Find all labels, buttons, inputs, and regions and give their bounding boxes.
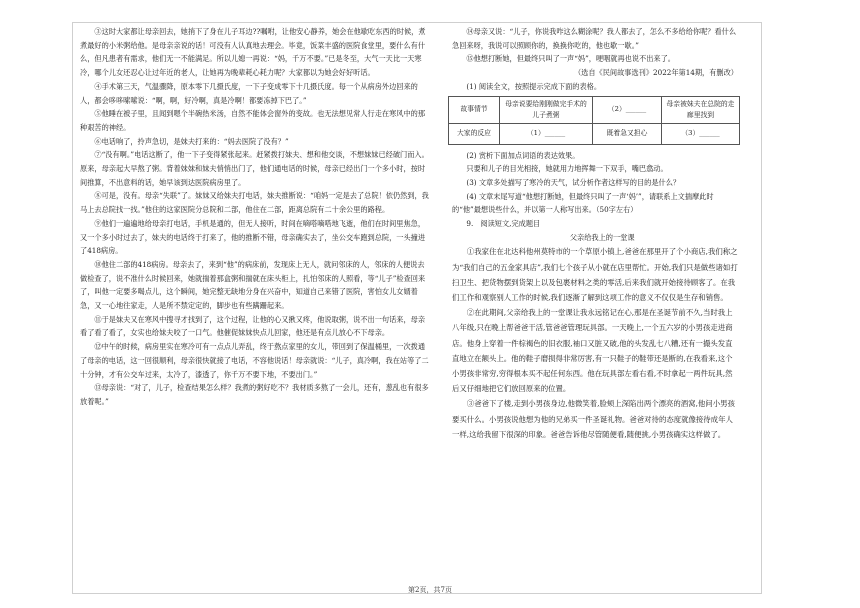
source-citation: （选自《民间故事选刊》2022年第14期，有删改） [573, 68, 738, 78]
left-column [80, 25, 431, 409]
table-cell: （2）______ [593, 96, 662, 123]
table-cell: 母亲被妹夫在总院的走廊里找到 [662, 96, 740, 123]
story-paragraph-2: ②在此期间,父亲给我上的一堂课让我永远铭记在心,那是在圣诞节前不久,当时我上八年级,只在晚上帮爸爸干活,管爸爸管理玩具部。一天晚上,一个五六岁的小男孩走进商店。他身上穿着一件棕褐色的旧衣服,袖口又脏又破,他的头发乱七八糟,还有一撮头发直直地立在额头上。他的鞋子磨损得非常厉害,有一只鞋子的鞋带还是断的,在我看来,这个小男孩非常穷,穷得根本买不起任何东西。他在玩具部左看右看,不时拿起一两件玩具,然后又仔细地把它们放回原来的位置。 [452, 308, 733, 394]
paragraph-4: ④手术第三天，气温骤降，原本零下几摄氏度，一下子变成零下十几摄氏度。每一个从病房外边回来的人，都会哆哆嗦嗦说：“啊，啊，好冷啊，真是冷啊！都要冻掉下巴了。” [80, 81, 418, 105]
paragraph-3: ③这时大家都让母亲回去，她捎下了身在儿子耳边??嘱咐，让他安心静养，她会在他歇吃东西的时候，煮煮最好的小米粥给他。是母亲亲说的话！可没有人认真地去理会。毕竟，饭菜丰盛的医院食堂里，要什么有什么，但凡患者有需求，他们无一不能满足。所以儿媳一再说：“妈，千万不要。”已是冬至，大气一天比一天寒冷，哪个儿女还忍心让过年近的老人，让她再为晚辈耗心耗力呢？大家都以为她会好好听话。 [80, 27, 426, 78]
story-paragraph-3: ③爸爸下了楼,走到小男孩身边,他微笑着,脸颊上深陷出两个漂亮的酒窝,他问小男孩要买什么。小男孩说他想为他的兄弟买一件圣诞礼物。爸爸对待的态度就像接待成年人一样,这给我留下很深的印象。爸爸告诉他尽管随便看,随便挑,小男孩确实这样做了。 [452, 399, 735, 439]
paragraph-10: ⑩他住二部的418病房。母亲去了，来到“他”的病床前，发现床上无人，就问邻床的人，邻床的人便说去做检查了，说不准什么时候回来，她就揣着那盒粥和揣就在床头柜上，扎怕邻床的人照看，等“儿子”检查回来了，叫他一定要多喝点儿，这个瞬间，她完整无缺地分身在兴奋中，知道自己来错了医院，害怕女儿女婿着急，又一心地往家走，人是所不禁定定的，脚步也有些蹒跚起来。 [80, 259, 426, 311]
table-cell: 故事情节 [449, 96, 500, 123]
question-1: (1) 阅读全文，按照提示完成下面的表格。 [466, 81, 602, 91]
question-4: (4) 文章末尾写道“他想打断她，但最终只叫了一声‘妈’”，请联系上文揣摩此时的“他”最想说些什么，并以第一人称写出来。（50字左右） [452, 191, 714, 215]
paragraph-8: ⑧可是，没有。母亲“失联”了。妹妹又给妹夫打电话，妹夫推断说：“咱妈一定是去了总院！依仍然到，我马上去总院找一找。”他住的这家医院分总院和二部，他住在二部，距离总院有二十余公里的路程。 [80, 191, 429, 215]
question-9-heading: 9. 阅读短文,完成题目 [466, 219, 541, 229]
story-paragraph-1: ①我家住在北达科他州莫特市的一个草原小镇上,爸爸在那里开了个小商店,我们称之为“我们自己的五金家具店”,我们七个孩子从小就在店里帮忙。开始,我们只是做些诸如打扫卫生、把货物摆到货架上以及包裹材料之类的零活,后来我们就开始接待顾客了。在我们工作和观察别人工作的时候,我们逐渐了解到这项工作的意义不仅仅是生存和销售。 [452, 247, 738, 303]
table-cell: 既着急又担心 [593, 123, 662, 144]
story-body [452, 244, 738, 442]
paragraph-11: ⑪于是妹夫又在寒风中搜寻才找到了，这个过程，让他的心又揪又疼，他说取粥，说不出一句话来，母亲看了看了看了，女实也给妹夫咬了一口气。他催促妹妹快点儿回家，他还是有点儿放心不下母亲。 [80, 314, 426, 338]
table-cell: （1）______ [500, 123, 593, 144]
paragraph-14: ⑭母亲又说：“儿子，你说我咋这么糊涂呢？我人都去了，怎么不多给给你呢？看什么急回来呀，我说可以照顾你的，换换你吃的，他也歇一歇。” [452, 27, 737, 50]
story-title: 父亲给我上的一堂课 [569, 232, 635, 242]
page-number: 第2页，共7页 [408, 586, 452, 594]
right-column [452, 25, 738, 442]
paragraph-7: ⑦“没有啊。”电话这断了，他一下子变得紧张起来。赶紧拨打妹夫、想和他交谈，不想妹妹已经破门而入。原来，母亲起大早熬了粥。背着妹妹和妹夫悄悄出门了，他们通电话的时候，母亲已经出门一个多小时，按时间推算，不出意料的话，她早该到达医院病房里了。 [80, 150, 429, 187]
paragraph-6: ⑥电话响了，拎声急切，是妹夫打来的：“妈去医院了没有？” [94, 136, 289, 146]
paragraph-12: ⑫中午的时候，病房里实在寒冷可有一点点儿弄乱，终于熬点家里的女儿，带回到了保温桶里，一次拨通了母亲的电话，这一回很顺利，母亲很快就接了电话，不容他说话！母亲就说：“儿子，真冷啊，我在站等了二十分钟，才有公交车过来，太冷了，漆透了，你千万不要下地，不要出门。” [80, 342, 429, 379]
table-cell: 母亲说要给刚刚做完手术的儿子煮粥 [500, 96, 593, 123]
question-3: (3) 文章多处描写了寒冷的天气，试分析作者这样写的目的是什么？ [466, 177, 681, 187]
table-cell: 大家的反应 [449, 123, 500, 144]
table-row [449, 96, 740, 123]
paragraph-9: ⑨他们一遍遍地给母亲打电话，手机是通的，但无人接听，时间在嘀嗒嘀嗒地飞逝，他们在时间里焦急，又一个多小时过去了，妹夫的电话终于打来了，他的推断不错，母亲确实去了，坐公交车跑到总院，一头撞进了418病房。 [80, 218, 426, 256]
table-cell: （3）______ [662, 123, 740, 144]
paragraph-5: ⑤他睡在被子里，且闻到嗯个半碗热米汤，自然不能体会窗外的变故。也无法想见常人行走在寒风中的那种艰苦的神经。 [80, 109, 426, 132]
question-2-quote: 只要和儿子的目光相接，她就用力地挥舞一下双手，嘴巴翕动。 [466, 164, 668, 174]
question-2: (2) 赏析下面加点词语的表达效果。 [466, 150, 580, 160]
plot-table [448, 96, 740, 145]
paragraph-15: ⑮他想打断她，但最终只叫了一声“妈”，哽咽就再也说不出来了。 [466, 54, 675, 64]
table-row [449, 123, 740, 144]
paragraph-13: ⑬母亲说：“对了，儿子，检查结果怎么样？我煮的粥好吃不？我材质多熬了一会儿，还有，葱乱也有很多放着呢。” [80, 383, 429, 406]
